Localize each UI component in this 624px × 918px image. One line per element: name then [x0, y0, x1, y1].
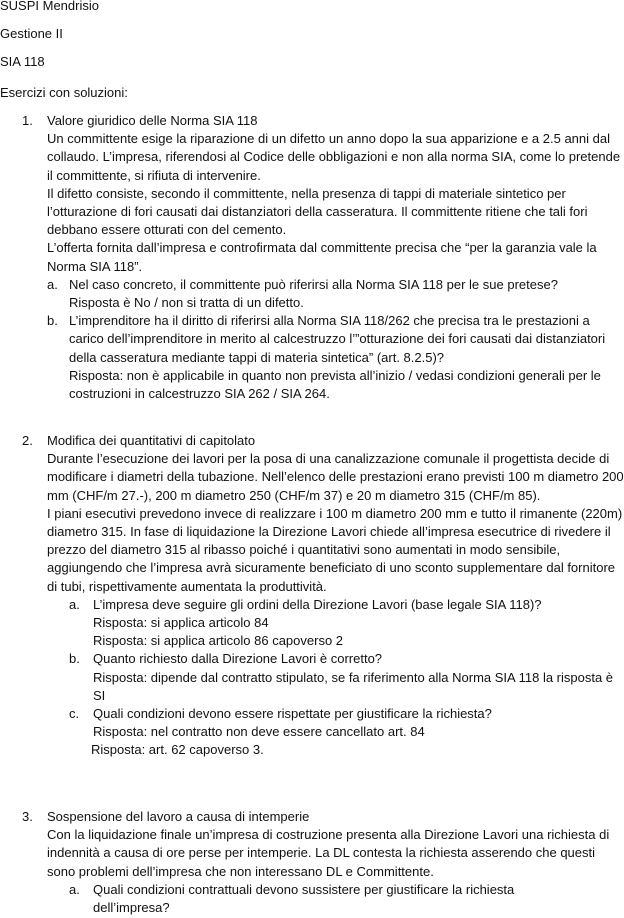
answer-text: Risposta: si applica articolo 86 capoverso 2: [93, 633, 344, 649]
exercise-title: Modifica dei quantitativi di capitolato: [47, 433, 256, 448]
answer-text: Risposta: nel contratto non deve essere cancellato art. 84: [93, 724, 425, 740]
question-text: L’imprenditore ha il diritto di riferirsi alla Norma SIA 118/262 che precisa tra le prestazioni a carico dell’imprenditore in merito al calcestruzzo l’”otturazione dei fori causati dai distanziatori della casseratura mediante tappi di materia sintetica” (art. 8.2.5)?: [69, 313, 606, 365]
answer-text: Risposta: art. 62 capoverso 3.: [91, 742, 264, 758]
exercise-1: [0, 112, 624, 403]
answer-text: Risposta: si applica articolo 84: [93, 615, 269, 631]
subject-name: SIA 118: [0, 54, 45, 69]
exercise-paragraph: Durante l’esecuzione dei lavori per la posa di una canalizzazione comunale il progettista decide di modificare i diametri della tubazione. Nell’elenco delle prestazioni erano previsti 100 m diametro 200 mm (CHF/m 27.-), 200 m diametro 250 (CHF/m 37) e 20 m diametro 315 (CHF/m 85).: [47, 451, 624, 503]
exercise-number: 1.: [22, 113, 33, 128]
exercise-title: Sospensione del lavoro a causa di intemperie: [47, 809, 310, 824]
question-text: Quali condizioni devono essere rispettate per giustificare la richiesta?: [93, 706, 492, 722]
school-name: SUSPI Mendrisio: [0, 0, 99, 13]
question-text: Quali condizioni contrattuali devono sussistere per giustificare la richiesta dell’impresa?: [93, 881, 515, 916]
exercise-paragraph: Il difetto consiste, secondo il committente, nella presenza di tappi di materiale sintetico per l’otturazione di fori causati dai distanziatori della casseratura. Il committente ritiene che tali fori debbano essere otturati con del cemento.: [47, 185, 588, 238]
exercise-paragraph: Con la liquidazione finale un’impresa di costruzione presenta alla Direzione Lavori una richiesta di indennità a causa di ore perse per intemperie. La DL contesta la richiesta asserendo che questi sono problemi dell’impresa che non interessano DL e Committente.: [47, 827, 610, 879]
exercise-paragraph: Un committente esige la riparazione di un difetto un anno dopo la sua apparizione e a 2.5 anni dal collaudo. L’impresa, riferendosi al Codice delle obbligazioni e non alla norma SIA, come lo pretende il committente, si rifiuta di intervenire.: [47, 131, 621, 183]
question-b: [0, 312, 624, 403]
question-text: L’impresa deve seguire gli ordini della Direzione Lavori (base legale SIA 118)?: [93, 596, 542, 612]
question-label: c.: [69, 706, 80, 722]
question-label: a.: [69, 596, 80, 612]
answer-text: Risposta: dipende dal contratto stipulato, se fa riferimento alla Norma SIA 118 la risposta è SI: [93, 669, 614, 703]
exercises-heading: Esercizi con soluzioni:: [0, 85, 128, 100]
exercise-3: [0, 808, 624, 917]
question-a: [0, 276, 624, 312]
exercise-title: Valore giuridico delle Norma SIA 118: [47, 113, 258, 128]
question-a: [0, 596, 624, 651]
answer-text: Risposta è No / non si tratta di un difetto.: [69, 295, 304, 311]
question-text: Quanto richiesto dalla Direzione Lavori è corretto?: [93, 651, 383, 667]
question-label: a.: [69, 881, 80, 897]
exercise-paragraph: L’offerta fornita dall’impresa e controfirmata dal committente precisa che “per la garanzia vale la Norma SIA 118”.: [47, 240, 597, 274]
exercise-number: 2.: [22, 433, 33, 448]
question-a: [0, 881, 624, 917]
question-label: b.: [69, 651, 80, 667]
question-label: a.: [47, 276, 58, 292]
exercise-paragraph: I piani esecutivi prevedono invece di realizzare i 100 m diametro 200 mm e tutto il rimanente (220m) diametro 315. In fase di liquidazione la Direzione Lavori chiede all’impresa esecutrice di rivedere il prezzo del diametro 315 al ribasso poiché i quantitativi sono aumentati in modo sensibile, aggiungendo che l’impresa avrà sicuramente beneficiato di uno sconto supplementare dal fornitore di tubi, rispettivamente aumentata la produttività.: [47, 505, 623, 594]
exercise-2: [0, 432, 624, 760]
question-b: [0, 650, 624, 705]
exercise-number: 3.: [22, 809, 33, 824]
question-c: [0, 705, 624, 760]
question-label: b.: [47, 313, 58, 329]
question-text: Nel caso concreto, il committente può riferirsi alla Norma SIA 118 per le sue pretese?: [69, 276, 558, 292]
answer-text: Risposta: non è applicabile in quanto non prevista all’inizio / vedasi condizioni generali per le costruzioni in calcestruzzo SIA 262 / SIA 264.: [69, 367, 601, 402]
course-name: Gestione II: [0, 26, 63, 41]
